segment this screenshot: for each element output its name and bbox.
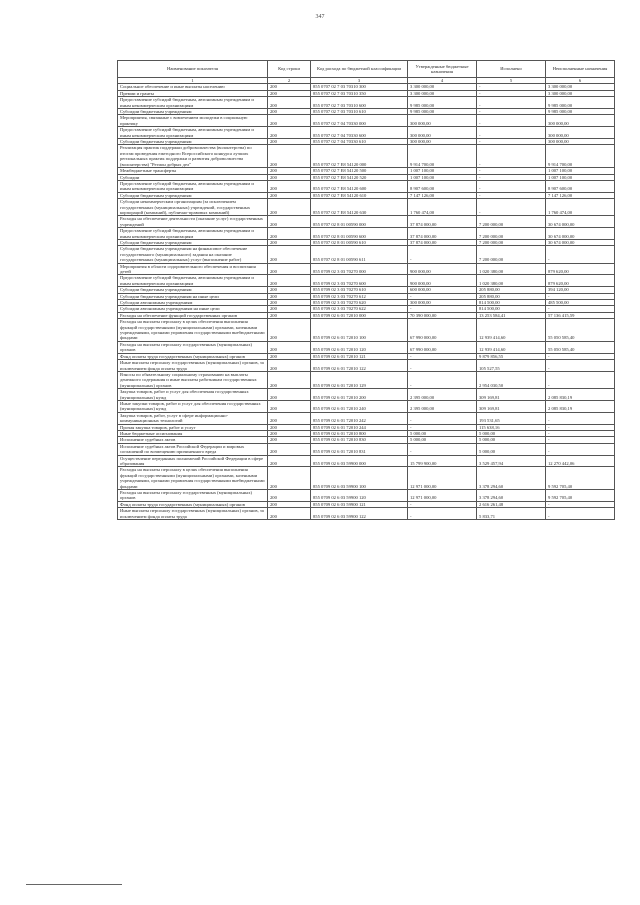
column-number: 2 <box>268 78 311 84</box>
row-line-code: 200 <box>268 443 311 455</box>
row-line-code: 200 <box>268 371 311 388</box>
row-executed: 3 529 457,94 <box>477 455 546 467</box>
row-name: Исполнение судебных актов <box>118 437 268 443</box>
row-line-code: 200 <box>268 360 311 372</box>
row-line-code: 200 <box>268 287 311 293</box>
row-name: Субсидии <box>118 174 268 180</box>
row-approved: - <box>408 412 477 424</box>
row-line-code: 200 <box>268 312 311 318</box>
row-executed: 7 200 000,00 <box>477 216 546 228</box>
header-remaining: Неисполненные назначения <box>546 61 615 78</box>
table-row <box>118 115 615 127</box>
row-remaining: 57 136 415,59 <box>546 312 615 318</box>
row-line-code: 200 <box>268 319 311 342</box>
row-name: Расходы на выплаты персоналу государственных (муниципальных) органов <box>118 490 268 502</box>
row-line-code: 200 <box>268 199 311 216</box>
row-budget-code: 855 0709 02 6 01 72010 831 <box>311 443 408 455</box>
row-remaining: 8 907 600,00 <box>546 180 615 192</box>
row-approved: 3 300 000,00 <box>408 84 477 90</box>
row-name: Расходы на выплаты персоналу в целях обеспечения выполнения функций государственными (муниципальными) органами, казенными учреждениями, органами управления государственными внебюджетными фондами <box>118 319 268 342</box>
row-executed: 7 200 000,00 <box>477 239 546 245</box>
row-name: Субсидии бюджетным учреждениям <box>118 239 268 245</box>
row-budget-code: 855 0707 02 7 E8 54120 000 <box>311 145 408 168</box>
row-executed: - <box>477 192 546 198</box>
row-budget-code: 855 0709 02 6 03 59900 121 <box>311 501 408 507</box>
table-row <box>118 319 615 342</box>
row-budget-code: 855 0707 02 7 E8 54120 630 <box>311 199 408 216</box>
row-name: Субсидии бюджетным учреждениям на финансовое обеспечение государственного (муниципального) задания на оказание государственных (муниципальных) услуг (выполнение работ) <box>118 246 268 263</box>
row-approved: 900 000,00 <box>408 275 477 287</box>
row-approved: 67 990 000,00 <box>408 341 477 353</box>
table-row <box>118 467 615 490</box>
row-remaining: - <box>546 430 615 436</box>
column-number: 1 <box>118 78 268 84</box>
row-line-code: 200 <box>268 424 311 430</box>
row-remaining: 9 914 700,00 <box>546 145 615 168</box>
row-approved: - <box>408 424 477 430</box>
row-line-code: 200 <box>268 180 311 192</box>
row-name: Предоставление субсидий бюджетным, автономным учреждениям и иным некоммерческим организациям <box>118 228 268 240</box>
row-remaining: - <box>546 371 615 388</box>
row-approved: 1 007 100,00 <box>408 168 477 174</box>
row-line-code: 200 <box>268 97 311 109</box>
row-name: Иные выплаты персоналу государственных (муниципальных) органов, за исключением фонда оплаты труда <box>118 360 268 372</box>
row-executed: 7 200 000,00 <box>477 246 546 263</box>
row-budget-code: 855 0709 02 6 01 72010 800 <box>311 430 408 436</box>
row-executed: 205 880,00 <box>477 287 546 293</box>
row-executed: 12 939 414,60 <box>477 341 546 353</box>
row-remaining: 30 674 000,00 <box>546 216 615 228</box>
row-budget-code: 855 0707 02 8 01 00590 611 <box>311 246 408 263</box>
page-number: 347 <box>315 14 325 20</box>
row-name: Предоставление субсидий бюджетным, автономным учреждениям и иным некоммерческим организациям <box>118 127 268 139</box>
row-name: Субсидии бюджетным учреждениям <box>118 192 268 198</box>
row-executed: 1 020 380,00 <box>477 263 546 275</box>
row-remaining: 2 085 830,19 <box>546 400 615 412</box>
row-executed: 193 531,65 <box>477 412 546 424</box>
row-budget-code: 855 0709 02 6 03 59900 000 <box>311 455 408 467</box>
row-budget-code: 855 0709 02 6 01 72010 240 <box>311 400 408 412</box>
row-name: Иные бюджетные ассигнования <box>118 430 268 436</box>
column-number: 6 <box>546 78 615 84</box>
row-approved: 1 007 100,00 <box>408 174 477 180</box>
row-executed: 13 253 584,41 <box>477 312 546 318</box>
row-remaining: - <box>546 353 615 359</box>
row-executed: 5 000,00 <box>477 430 546 436</box>
row-remaining: 2 085 830,19 <box>546 389 615 401</box>
row-budget-code: 855 0707 02 7 E8 54120 610 <box>311 192 408 198</box>
row-remaining: - <box>546 437 615 443</box>
row-line-code: 200 <box>268 455 311 467</box>
row-name: Осуществление переданных полномочий Российской Федерации в сфере образования <box>118 455 268 467</box>
row-line-code: 200 <box>268 430 311 436</box>
row-approved: 12 971 000,00 <box>408 467 477 490</box>
row-line-code: 200 <box>268 275 311 287</box>
row-approved: 300 000,00 <box>408 127 477 139</box>
row-executed: - <box>477 127 546 139</box>
row-remaining: 3 300 000,00 <box>546 90 615 96</box>
row-approved: - <box>408 353 477 359</box>
row-approved: - <box>408 508 477 520</box>
row-line-code: 200 <box>268 168 311 174</box>
row-remaining: - <box>546 443 615 455</box>
row-remaining: 300 000,00 <box>546 139 615 145</box>
row-executed: 9 879 856,55 <box>477 353 546 359</box>
row-budget-code: 855 0709 02 6 03 59900 100 <box>311 467 408 490</box>
row-name: Иные выплаты персоналу государственных (муниципальных) органов, за исключением фонда оплаты труда <box>118 508 268 520</box>
row-approved: 9 914 700,00 <box>408 145 477 168</box>
row-line-code: 200 <box>268 490 311 502</box>
table-row <box>118 275 615 287</box>
row-approved: - <box>408 246 477 263</box>
row-budget-code: 855 0707 02 8 01 00590 610 <box>311 239 408 245</box>
row-executed: 309 169,81 <box>477 389 546 401</box>
table-row <box>118 97 615 109</box>
row-executed: 105 527,55 <box>477 360 546 372</box>
row-executed: - <box>477 115 546 127</box>
row-remaining: 485 500,00 <box>546 300 615 306</box>
row-name: Субсидии автономным учреждениям на иные цели <box>118 306 268 312</box>
row-name: Закупка товаров, работ, услуг в сфере информационно-коммуникационных технологий <box>118 412 268 424</box>
row-executed: 814 500,00 <box>477 306 546 312</box>
row-budget-code: 855 0707 02 7 04 70330 600 <box>311 127 408 139</box>
row-line-code: 200 <box>268 501 311 507</box>
row-line-code: 200 <box>268 239 311 245</box>
row-budget-code: 855 0707 02 7 03 70310 610 <box>311 109 408 115</box>
row-budget-code: 855 0709 02 3 03 70270 620 <box>311 300 408 306</box>
row-name: Расходы на выплаты персоналу в целях обеспечения выполнения функций государственными (муниципальными) органами, казенными учреждениями, органами управления государственными внебюджетными фондами <box>118 467 268 490</box>
row-budget-code: 855 0707 02 7 04 70330 000 <box>311 115 408 127</box>
row-remaining: 55 050 585,40 <box>546 341 615 353</box>
row-approved: 5 000,00 <box>408 430 477 436</box>
row-executed: 7 200 000,00 <box>477 228 546 240</box>
row-line-code: 200 <box>268 192 311 198</box>
row-approved: 900 000,00 <box>408 263 477 275</box>
row-budget-code: 855 0709 02 6 01 72010 122 <box>311 360 408 372</box>
row-executed: 2 954 030,50 <box>477 371 546 388</box>
row-approved: 2 395 000,00 <box>408 400 477 412</box>
row-approved: 300 000,00 <box>408 115 477 127</box>
row-remaining: 9 592 705,40 <box>546 467 615 490</box>
row-name: Мероприятия, связанные с вовлечением молодежи в социальную практику <box>118 115 268 127</box>
row-line-code: 200 <box>268 400 311 412</box>
row-line-code: 200 <box>268 90 311 96</box>
row-line-code: 200 <box>268 246 311 263</box>
row-executed: - <box>477 84 546 90</box>
row-remaining: 300 000,00 <box>546 127 615 139</box>
row-name: Предоставление субсидий бюджетным, автономным учреждениям и иным некоммерческим организациям <box>118 97 268 109</box>
row-executed: 3 378 294,60 <box>477 467 546 490</box>
row-budget-code: 855 0707 02 7 03 70310 600 <box>311 97 408 109</box>
row-name: Межбюджетные трансферты <box>118 168 268 174</box>
row-budget-code: 855 0707 02 8 01 00590 600 <box>311 228 408 240</box>
row-line-code: 200 <box>268 228 311 240</box>
row-budget-code: 855 0709 02 6 03 59900 122 <box>311 508 408 520</box>
row-line-code: 200 <box>268 306 311 312</box>
row-executed: 1 020 380,00 <box>477 275 546 287</box>
row-executed: - <box>477 109 546 115</box>
header-approved: Утвержденные бюджетные назначения <box>408 61 477 78</box>
row-line-code: 200 <box>268 139 311 145</box>
row-budget-code: 855 0709 02 6 01 72010 000 <box>311 312 408 318</box>
row-name: Фонд оплаты труда государственных (муниципальных) органов <box>118 353 268 359</box>
row-name: Реализация практик поддержки добровольчества (волонтерства) по итогам проведения ежегодного Всероссийского конкурса лучших региональных практик поддержки и развития добровольчества (волонтерства) "Регион добрых дел" <box>118 145 268 168</box>
row-approved: 12 971 000,00 <box>408 490 477 502</box>
row-line-code: 200 <box>268 145 311 168</box>
table-row <box>118 180 615 192</box>
row-remaining: 12 270 442,06 <box>546 455 615 467</box>
table-body <box>118 84 615 520</box>
row-approved: 37 874 000,00 <box>408 228 477 240</box>
row-name: Субсидии бюджетным учреждениям на иные цели <box>118 293 268 299</box>
row-remaining: 7 147 126,00 <box>546 192 615 198</box>
row-name: Расходы на выплаты персоналу государственных (муниципальных) органов <box>118 341 268 353</box>
row-remaining: - <box>546 412 615 424</box>
table-row <box>118 508 615 520</box>
row-line-code: 200 <box>268 389 311 401</box>
row-line-code: 200 <box>268 467 311 490</box>
table-row <box>118 455 615 467</box>
column-number: 4 <box>408 78 477 84</box>
row-remaining: 1 760 474,00 <box>546 199 615 216</box>
row-line-code: 200 <box>268 109 311 115</box>
row-line-code: 200 <box>268 115 311 127</box>
row-budget-code: 855 0709 02 6 03 59900 120 <box>311 490 408 502</box>
row-name: Субсидии бюджетным учреждениям <box>118 287 268 293</box>
row-name: Расходы на обеспечение деятельности (оказание услуг) государственных учреждений <box>118 216 268 228</box>
row-budget-code: 855 0709 02 6 01 72010 830 <box>311 437 408 443</box>
row-remaining: 55 050 585,40 <box>546 319 615 342</box>
row-executed: 5 000,00 <box>477 443 546 455</box>
row-remaining: - <box>546 293 615 299</box>
table-row <box>118 412 615 424</box>
row-budget-code: 855 0709 02 3 03 70270 610 <box>311 287 408 293</box>
row-approved: 8 907 600,00 <box>408 180 477 192</box>
row-name: Расходы на обеспечение функций государственных органов <box>118 312 268 318</box>
row-name: Премии и гранты <box>118 90 268 96</box>
table-row <box>118 127 615 139</box>
row-remaining: 879 620,00 <box>546 263 615 275</box>
row-name: Предоставление субсидий бюджетным, автономным учреждениям и иным некоммерческим организациям <box>118 180 268 192</box>
row-approved: 70 390 000,00 <box>408 312 477 318</box>
row-remaining: - <box>546 306 615 312</box>
budget-execution-table <box>117 60 615 520</box>
row-name: Исполнение судебных актов Российской Федерации и мировых соглашений по возмещению причиненного вреда <box>118 443 268 455</box>
row-name: Социальное обеспечение и иные выплаты населению <box>118 84 268 90</box>
row-remaining: - <box>546 424 615 430</box>
row-remaining: - <box>546 508 615 520</box>
row-remaining: 394 120,00 <box>546 287 615 293</box>
row-line-code: 200 <box>268 84 311 90</box>
row-remaining: 1 007 100,00 <box>546 174 615 180</box>
table-row <box>118 216 615 228</box>
row-remaining: 879 620,00 <box>546 275 615 287</box>
row-remaining: 9 592 705,40 <box>546 490 615 502</box>
row-line-code: 200 <box>268 341 311 353</box>
row-budget-code: 855 0709 02 6 01 72010 129 <box>311 371 408 388</box>
row-line-code: 200 <box>268 263 311 275</box>
row-approved: - <box>408 501 477 507</box>
row-budget-code: 855 0709 02 6 01 72010 121 <box>311 353 408 359</box>
row-budget-code: 855 0709 02 3 03 70270 622 <box>311 306 408 312</box>
row-remaining: 1 007 100,00 <box>546 168 615 174</box>
row-approved: 2 395 000,00 <box>408 389 477 401</box>
row-approved: - <box>408 360 477 372</box>
row-line-code: 200 <box>268 216 311 228</box>
row-budget-code: 855 0707 02 7 03 70310 350 <box>311 90 408 96</box>
row-name: Фонд оплаты труда государственных (муниципальных) органов <box>118 501 268 507</box>
row-budget-code: 855 0707 02 7 04 70330 610 <box>311 139 408 145</box>
row-line-code: 200 <box>268 300 311 306</box>
row-remaining: 30 674 000,00 <box>546 228 615 240</box>
row-approved: 300 000,00 <box>408 139 477 145</box>
row-executed: - <box>477 199 546 216</box>
row-budget-code: 855 0707 02 8 01 00590 000 <box>311 216 408 228</box>
row-approved: - <box>408 443 477 455</box>
table-row <box>118 400 615 412</box>
row-executed: 115 638,16 <box>477 424 546 430</box>
row-approved: 15 799 900,00 <box>408 455 477 467</box>
row-executed: - <box>477 174 546 180</box>
row-approved: 9 985 000,00 <box>408 97 477 109</box>
row-budget-code: 855 0707 02 7 E8 54120 500 <box>311 168 408 174</box>
row-remaining: 30 674 000,00 <box>546 239 615 245</box>
table-row <box>118 341 615 353</box>
table-row <box>118 389 615 401</box>
row-approved: 300 000,00 <box>408 300 477 306</box>
row-line-code: 200 <box>268 437 311 443</box>
table-row <box>118 246 615 263</box>
row-remaining: - <box>546 360 615 372</box>
row-line-code: 200 <box>268 293 311 299</box>
row-executed: - <box>477 180 546 192</box>
row-approved: - <box>408 371 477 388</box>
table-row <box>118 145 615 168</box>
row-name: Закупка товаров, работ и услуг для обеспечения государственных (муниципальных) нужд <box>118 389 268 401</box>
row-executed: - <box>477 168 546 174</box>
row-approved: 3 300 000,00 <box>408 90 477 96</box>
row-executed: - <box>477 97 546 109</box>
table-row <box>118 443 615 455</box>
row-remaining: 300 000,00 <box>546 115 615 127</box>
row-approved: - <box>408 306 477 312</box>
row-approved: 600 000,00 <box>408 287 477 293</box>
row-name: Прочая закупка товаров, работ и услуг <box>118 424 268 430</box>
row-executed: 3 378 294,60 <box>477 490 546 502</box>
row-remaining: 9 985 000,00 <box>546 97 615 109</box>
row-executed: 5 833,71 <box>477 508 546 520</box>
row-budget-code: 855 0709 02 6 01 72010 200 <box>311 389 408 401</box>
row-line-code: 200 <box>268 127 311 139</box>
table-row <box>118 199 615 216</box>
row-name: Иные закупки товаров, работ и услуг для обеспечения государственных (муниципальных) нужд <box>118 400 268 412</box>
row-name: Субсидии бюджетным учреждениям <box>118 139 268 145</box>
row-executed: 814 500,00 <box>477 300 546 306</box>
header-budget-code: Код расхода по бюджетной классификации <box>311 61 408 78</box>
row-approved: 37 874 000,00 <box>408 239 477 245</box>
header-indicator-name: Наименование показателя <box>118 61 268 78</box>
table-row <box>118 228 615 240</box>
row-budget-code: 855 0709 02 3 03 70270 000 <box>311 263 408 275</box>
row-executed: 2 616 261,48 <box>477 501 546 507</box>
table-row <box>118 263 615 275</box>
row-executed: - <box>477 139 546 145</box>
column-number: 5 <box>477 78 546 84</box>
column-number: 3 <box>311 78 408 84</box>
row-budget-code: 855 0709 02 3 03 70270 612 <box>311 293 408 299</box>
row-line-code: 200 <box>268 353 311 359</box>
row-remaining: 9 985 000,00 <box>546 109 615 115</box>
row-name: Взносы по обязательному социальному страхованию на выплаты денежного содержания и иные выплаты работникам государственных (муниципальных) органов <box>118 371 268 388</box>
row-name: Субсидии некоммерческим организациям (за исключением государственных (муниципальных) учреждений, государственных корпораций (компаний), публично-правовых компаний) <box>118 199 268 216</box>
row-executed: 5 000,00 <box>477 437 546 443</box>
row-approved: 7 147 126,00 <box>408 192 477 198</box>
row-executed: 12 939 414,60 <box>477 319 546 342</box>
footnote-divider <box>26 884 122 885</box>
row-budget-code: 855 0707 02 7 E8 54120 520 <box>311 174 408 180</box>
row-approved: - <box>408 293 477 299</box>
row-remaining: - <box>546 501 615 507</box>
table-row <box>118 360 615 372</box>
row-name: Предоставление субсидий бюджетным, автономным учреждениям и иным некоммерческим организациям <box>118 275 268 287</box>
row-budget-code: 855 0709 02 6 01 72010 100 <box>311 319 408 342</box>
row-budget-code: 855 0707 02 7 E8 54120 600 <box>311 180 408 192</box>
row-executed: - <box>477 145 546 168</box>
row-budget-code: 855 0709 02 6 01 72010 242 <box>311 412 408 424</box>
row-budget-code: 855 0707 02 7 03 70310 300 <box>311 84 408 90</box>
header-executed: Исполнено <box>477 61 546 78</box>
row-line-code: 200 <box>268 174 311 180</box>
table-row <box>118 371 615 388</box>
row-name: Субсидии автономным учреждениям <box>118 300 268 306</box>
row-name: Мероприятия в области оздоровительного обеспечения и воспитания детей <box>118 263 268 275</box>
row-approved: 37 874 000,00 <box>408 216 477 228</box>
row-line-code: 200 <box>268 412 311 424</box>
row-budget-code: 855 0709 02 3 03 70270 600 <box>311 275 408 287</box>
row-remaining: - <box>546 246 615 263</box>
row-executed: 205 880,00 <box>477 293 546 299</box>
row-budget-code: 855 0709 02 6 01 72010 120 <box>311 341 408 353</box>
header-line-code: Код строки <box>268 61 311 78</box>
row-approved: 67 990 000,00 <box>408 319 477 342</box>
row-budget-code: 855 0709 02 6 01 72010 244 <box>311 424 408 430</box>
row-approved: 1 760 474,00 <box>408 199 477 216</box>
row-approved: 9 985 000,00 <box>408 109 477 115</box>
row-line-code: 200 <box>268 508 311 520</box>
row-remaining: 3 300 000,00 <box>546 84 615 90</box>
row-executed: 309 169,81 <box>477 400 546 412</box>
row-approved: 5 000,00 <box>408 437 477 443</box>
row-name: Субсидии бюджетным учреждениям <box>118 109 268 115</box>
row-executed: - <box>477 90 546 96</box>
table-row <box>118 490 615 502</box>
